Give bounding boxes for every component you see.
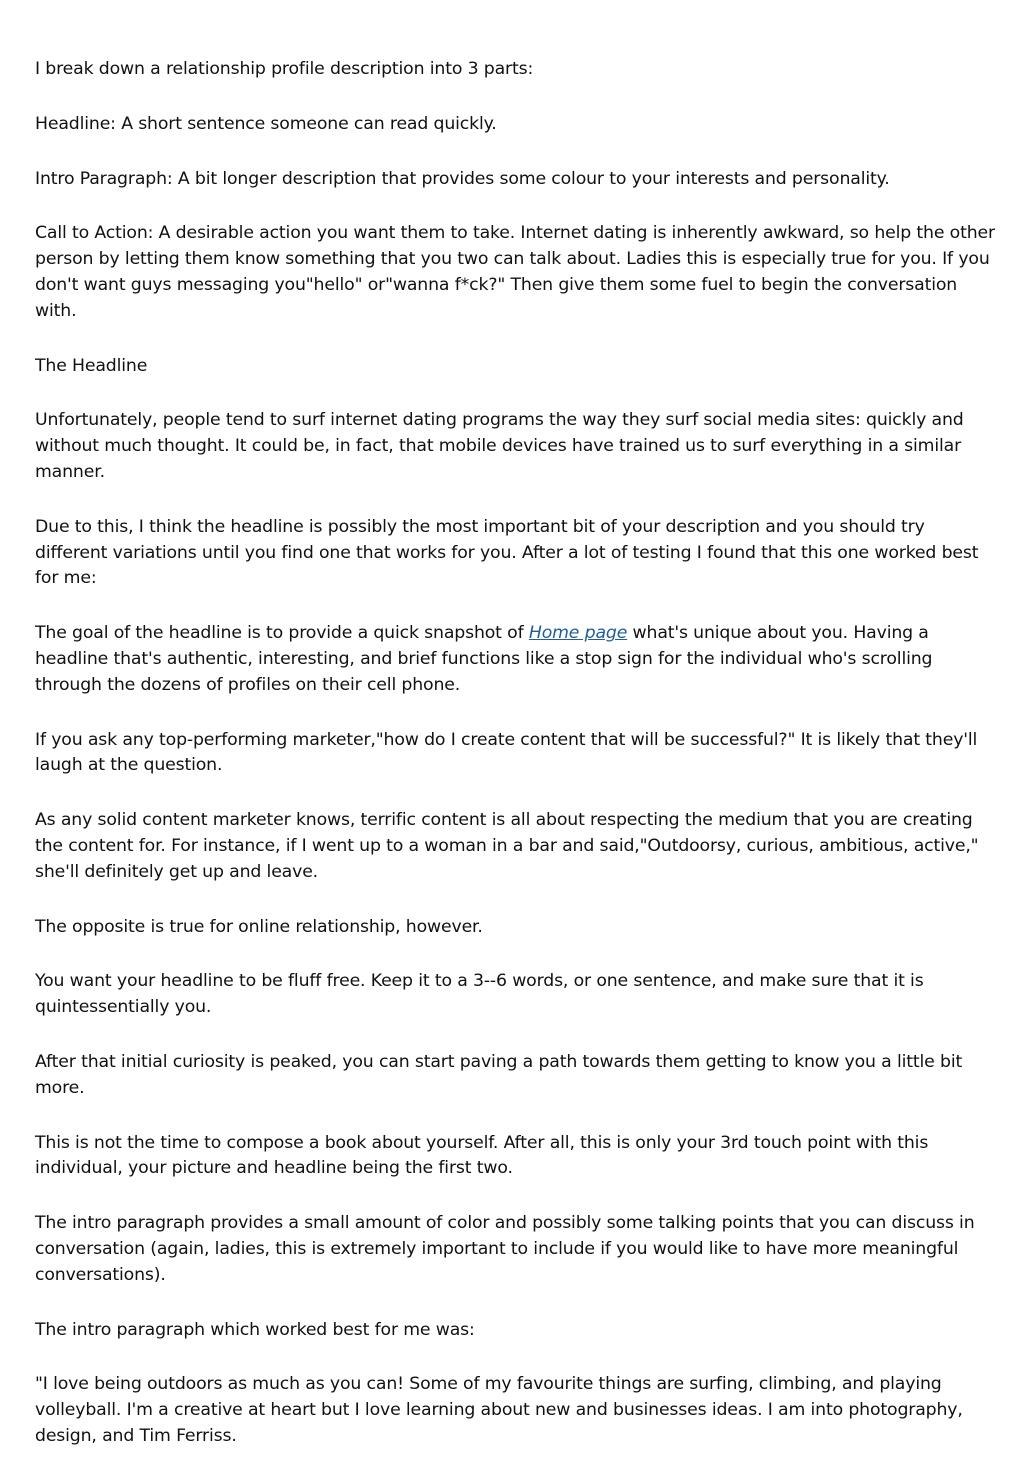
paragraph-marketer-question: If you ask any top-performing marketer,"how do I create content that will be successful?" It is likely that they'll laugh at the question. [35, 729, 978, 776]
paragraph-headline-goal [35, 621, 995, 698]
paragraph-fluff-free: You want your headline to be fluff free. Keep it to a 3--6 words, or one sentence, and make sure that it is quintessentially you. [35, 971, 924, 1018]
paragraph-headline-importance: Due to this, I think the headline is possibly the most important bit of your description and you should try different variations until you find one that works for you. After a lot of testing I found that this one worked best for me: [35, 516, 979, 589]
document-body [35, 57, 995, 1479]
paragraph-text-after-link: what's unique about you. Having a headline that's authentic, interesting, and brief functions like a stop sign for the individual who's scrolling through the dozens of profiles on their cell phone. [35, 623, 933, 695]
paragraph-text-before-link: The goal of the headline is to provide a quick snapshot of [35, 623, 529, 644]
paragraph-cta-def: Call to Action: A desirable action you want them to take. Internet dating is inherently awkward, so help the other person by letting them know something that you two can talk about. Ladies this is especially true for you. If you don't want guys messaging you"hello" or"wanna f*ck?" Then give them some fuel to begin the conversation with. [35, 223, 995, 321]
paragraph-intro-best: The intro paragraph which worked best for me was: [35, 1319, 475, 1340]
paragraph-content-medium: As any solid content marketer knows, terrific content is all about respecting the medium that you are creating the content for. For instance, if I went up to a woman in a bar and said,"Outdoorsy, curious, ambitious, active," she'll definitely get up and leave. [35, 810, 979, 882]
section-heading-headline: The Headline [35, 355, 148, 376]
paragraph-surfing-habits: Unfortunately, people tend to surf internet dating programs the way they surf social media sites: quickly and without much thought. It could be, in fact, that mobile devices have trained us to surf everything in a similar manner. [35, 410, 964, 482]
paragraph-intro: I break down a relationship profile description into 3 parts: [35, 59, 534, 79]
paragraph-intro-def: Intro Paragraph: A bit longer description that provides some colour to your interests and personality. [35, 168, 890, 189]
paragraph-touch-point: This is not the time to compose a book about yourself. After all, this is only your 3rd touch point with this individual, your picture and headline being the first two. [35, 1132, 929, 1179]
paragraph-headline-def: Headline: A short sentence someone can read quickly. [35, 113, 497, 134]
paragraph-quote: "I love being outdoors as much as you can! Some of my favourite things are surfing, climbing, and playing volleyball. I'm a creative at heart but I love learning about new and businesses ideas. I am into photography, design, and Tim Ferriss. [35, 1374, 963, 1446]
paragraph-intro-color: The intro paragraph provides a small amount of color and possibly some talking points that you can discuss in conversation (again, ladies, this is extremely important to include if you would like to have more meaningful conversations). [35, 1213, 975, 1285]
paragraph-curiosity: After that initial curiosity is peaked, you can start paving a path towards them getting to know you a little bit more. [35, 1051, 963, 1098]
home-page-link[interactable]: Home page [528, 623, 628, 644]
paragraph-opposite-true: The opposite is true for online relationship, however. [35, 916, 483, 937]
